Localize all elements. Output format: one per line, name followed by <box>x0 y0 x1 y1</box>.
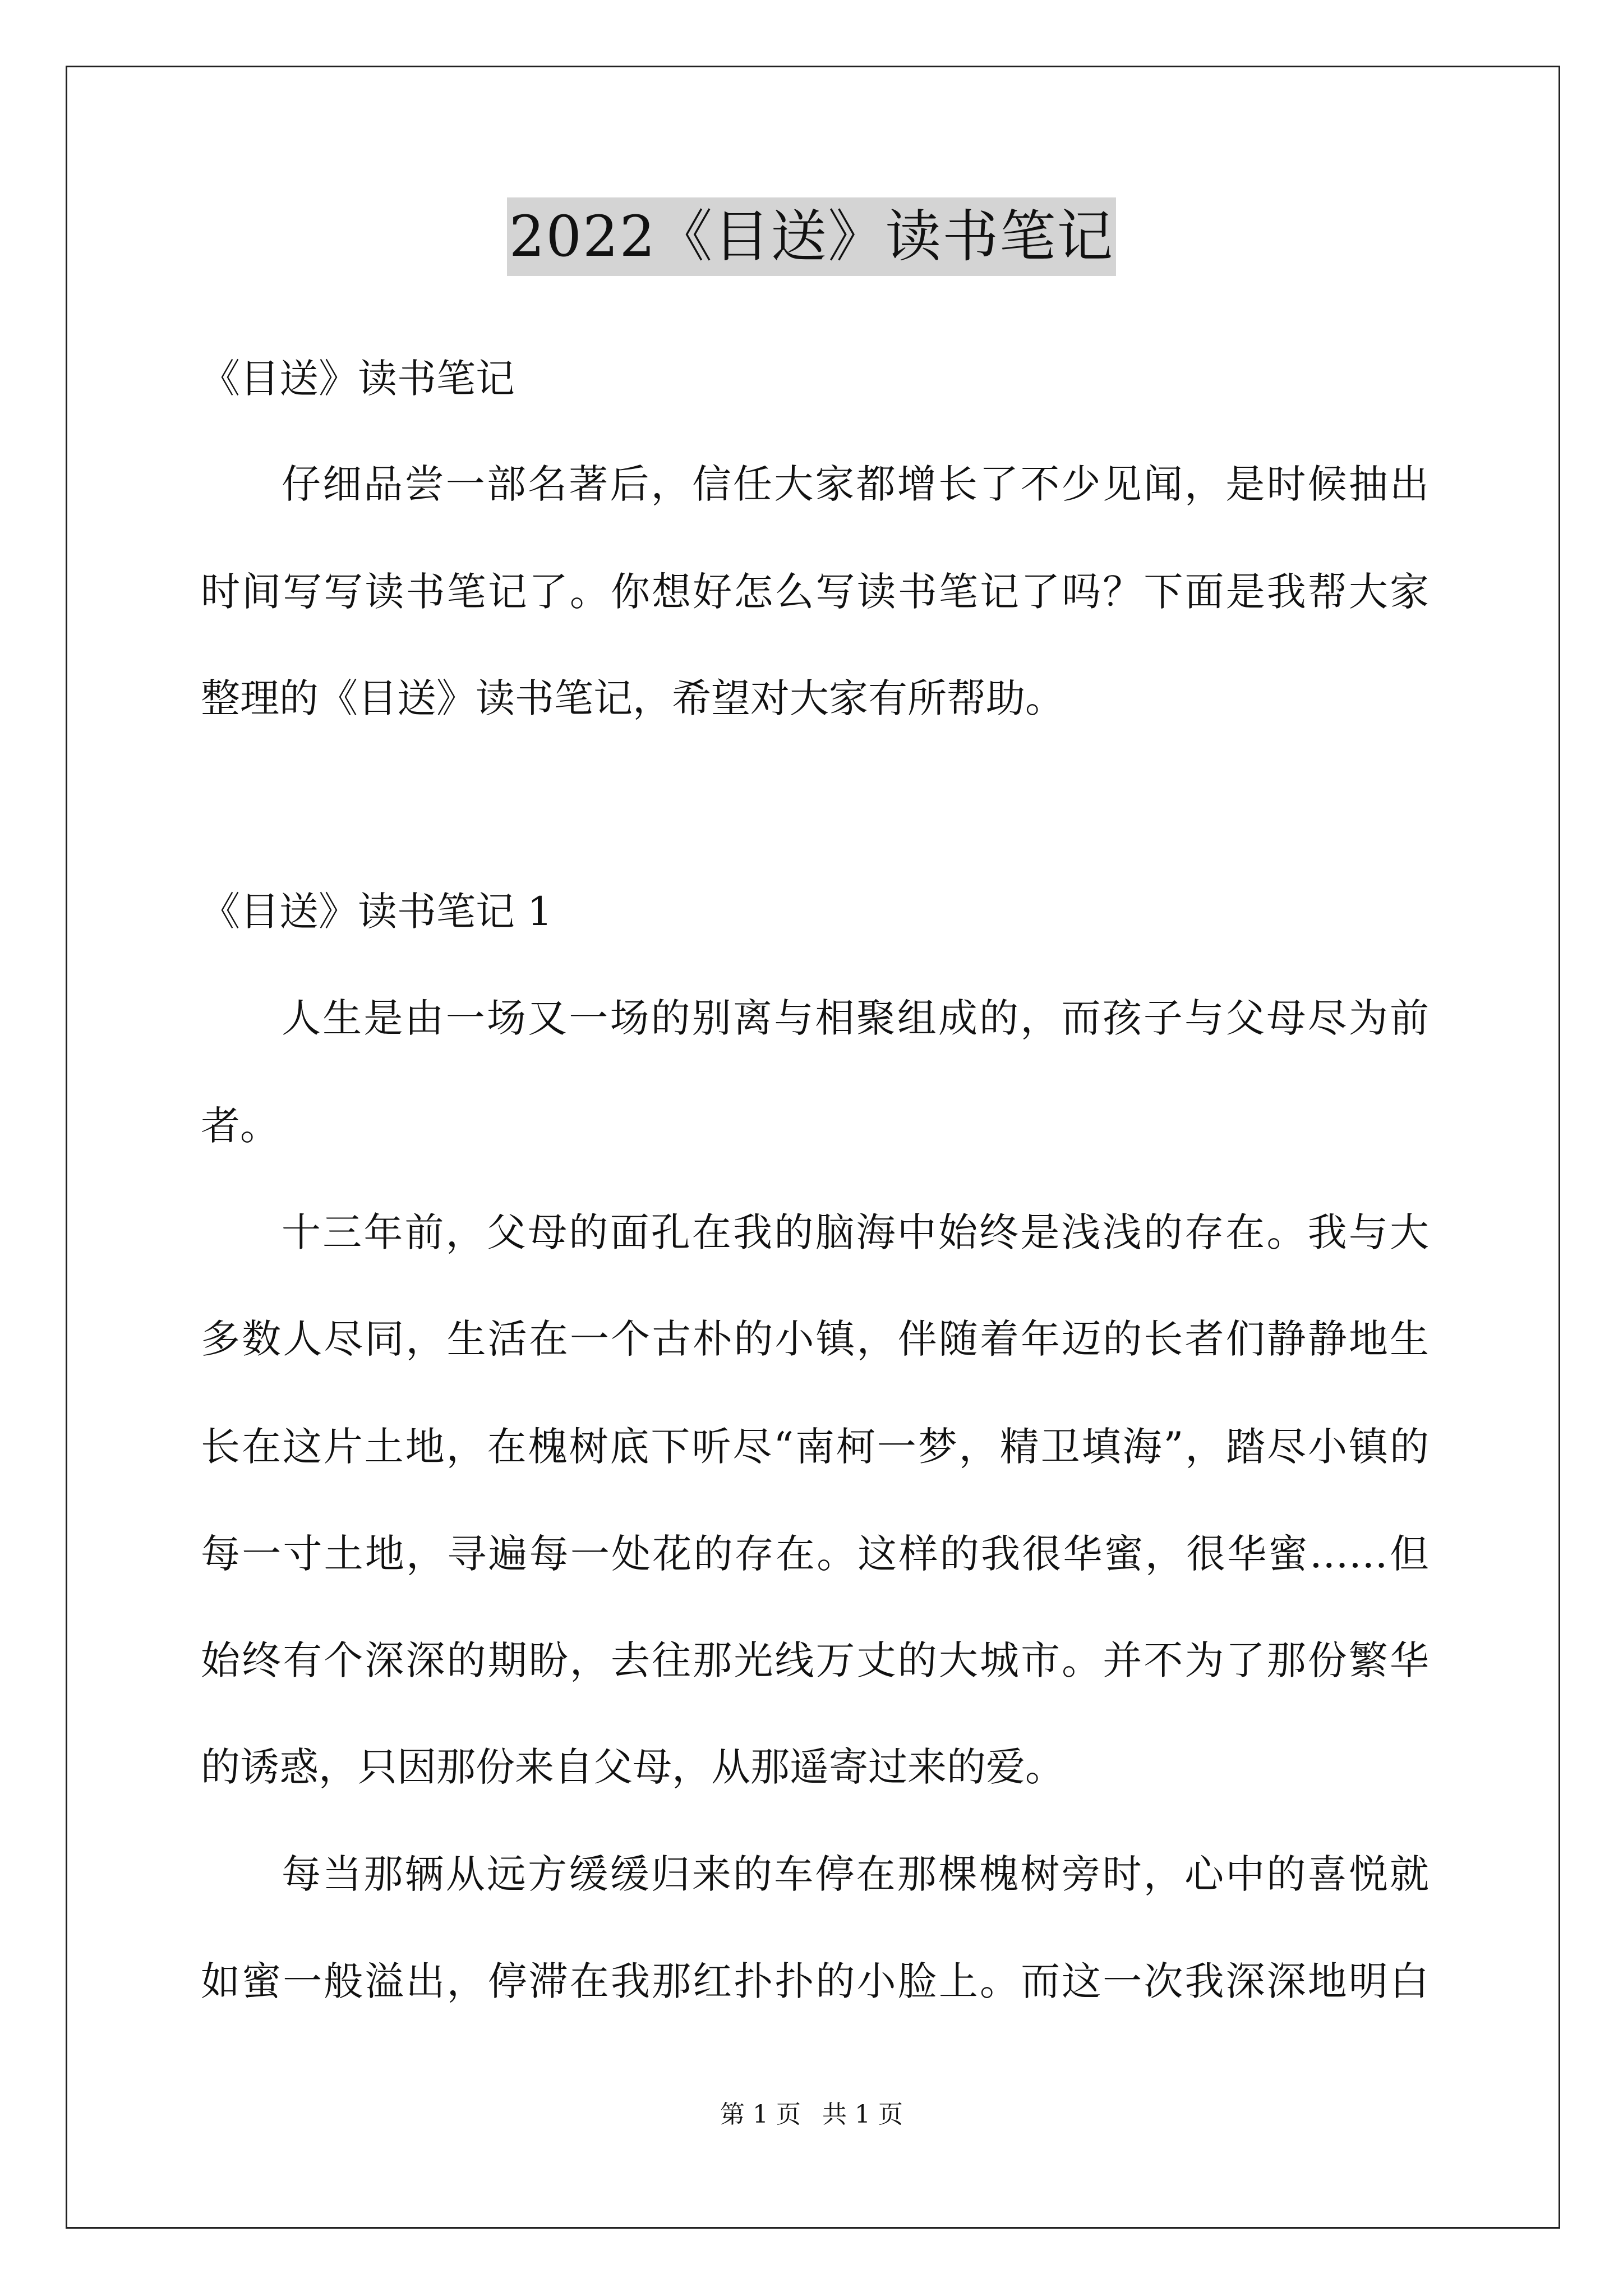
intro-line-3: 整理的《目送》读书笔记，希望对大家有所帮助。 <box>201 675 1064 721</box>
para3-line-2: 如蜜一般溢出，停滞在我那红扑扑的小脸上。而这一次我深深地明白 <box>201 1958 1429 2004</box>
subtitle: 《目送》读书笔记 <box>201 356 515 402</box>
para1-line-1: 人生是由一场又一场的别离与相聚组成的，而孩子与父母尽为前 <box>282 995 1429 1041</box>
para2-line-4: 每一寸土地，寻遍每一处花的存在。这样的我很华蜜，很华蜜……但 <box>201 1531 1429 1577</box>
para2-line-5: 始终有个深深的期盼，去往那光线万丈的大城市。并不为了那份繁华 <box>201 1637 1429 1683</box>
section-heading: 《目送》读书笔记 1 <box>201 889 552 935</box>
para2-line-1: 十三年前，父母的面孔在我的脑海中始终是浅浅的存在。我与大 <box>282 1209 1429 1255</box>
intro-line-1: 仔细品尝一部名著后，信任大家都增长了不少见闻，是时候抽出 <box>282 461 1429 507</box>
intro-line-2: 时间写写读书笔记了。你想好怎么写读书笔记了吗？下面是我帮大家 <box>201 569 1429 615</box>
para2-line-3: 长在这片土地，在槐树底下听尽“南柯一梦，精卫填海”，踏尽小镇的 <box>201 1424 1429 1470</box>
para2-line-6: 的诱惑，只因那份来自父母，从那遥寄过来的爱。 <box>201 1744 1064 1790</box>
title-container <box>0 197 1623 276</box>
page-number: 第 1 页 <box>720 2100 801 2129</box>
total-pages: 共 1 页 <box>822 2100 903 2129</box>
para3-line-1: 每当那辆从远方缓缓归来的车停在那棵槐树旁时，心中的喜悦就 <box>282 1851 1429 1897</box>
document-title: 2022《目送》读书笔记 <box>507 197 1117 276</box>
para1-line-2: 者。 <box>201 1103 279 1149</box>
para2-line-2: 多数人尽同，生活在一个古朴的小镇，伴随着年迈的长者们静静地生 <box>201 1316 1429 1362</box>
page-footer <box>0 2098 1623 2132</box>
